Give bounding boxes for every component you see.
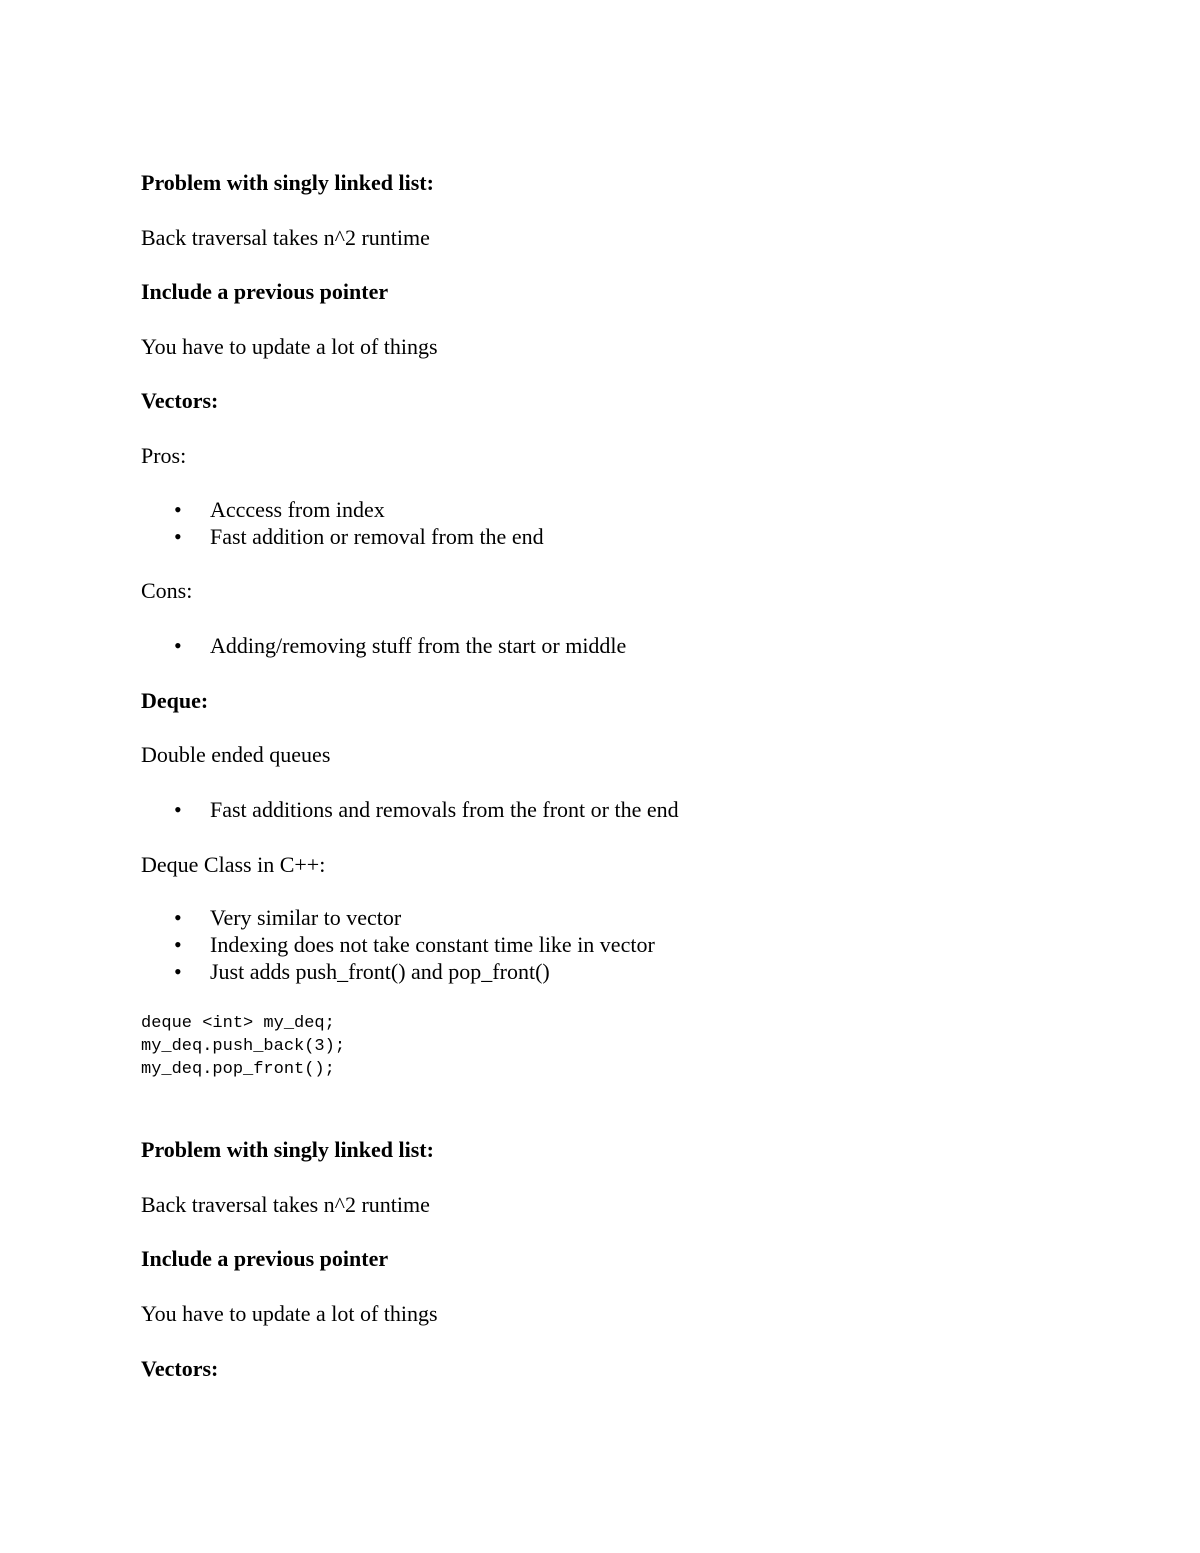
back-traversal-text: Back traversal takes n^2 runtime <box>141 225 430 250</box>
heading-vectors: Vectors: <box>141 1356 219 1381</box>
list-item-text: Indexing does not take constant time like in vector <box>210 932 655 957</box>
update-things-text: You have to update a lot of things <box>141 1301 438 1326</box>
heading-singly-linked-list: Problem with singly linked list: <box>141 170 434 195</box>
heading-previous-pointer: Include a previous pointer <box>141 1246 389 1271</box>
heading-deque: Deque: <box>141 688 209 713</box>
bullet-icon: • <box>174 959 182 984</box>
list-item <box>174 524 544 550</box>
list-item <box>174 497 385 523</box>
pros-label: Pros: <box>141 443 187 468</box>
code-line: my_deq.pop_front(); <box>141 1060 335 1079</box>
bullet-icon: • <box>174 905 182 930</box>
cons-label: Cons: <box>141 578 193 603</box>
deque-description: Double ended queues <box>141 742 331 767</box>
heading-vectors: Vectors: <box>141 388 219 413</box>
list-item <box>174 959 550 985</box>
update-things-text: You have to update a lot of things <box>141 334 438 359</box>
list-item-text: Fast additions and removals from the front or the end <box>210 797 679 822</box>
list-item <box>174 905 401 931</box>
bullet-icon: • <box>174 524 182 549</box>
code-line: my_deq.push_back(3); <box>141 1037 346 1056</box>
bullet-icon: • <box>174 633 182 658</box>
list-item-text: Just adds push_front() and pop_front() <box>210 959 550 984</box>
list-item-text: Adding/removing stuff from the start or middle <box>210 633 627 658</box>
list-item <box>174 797 679 823</box>
code-line: deque <int> my_deq; <box>141 1014 335 1033</box>
heading-singly-linked-list: Problem with singly linked list: <box>141 1137 434 1162</box>
deque-class-label: Deque Class in C++: <box>141 852 326 877</box>
bullet-icon: • <box>174 797 182 822</box>
bullet-icon: • <box>174 932 182 957</box>
list-item <box>174 633 626 659</box>
list-item <box>174 932 655 958</box>
back-traversal-text: Back traversal takes n^2 runtime <box>141 1192 430 1217</box>
list-item-text: Acccess from index <box>210 497 385 522</box>
list-item-text: Fast addition or removal from the end <box>210 524 544 549</box>
heading-previous-pointer: Include a previous pointer <box>141 279 389 304</box>
list-item-text: Very similar to vector <box>210 905 402 930</box>
bullet-icon: • <box>174 497 182 522</box>
